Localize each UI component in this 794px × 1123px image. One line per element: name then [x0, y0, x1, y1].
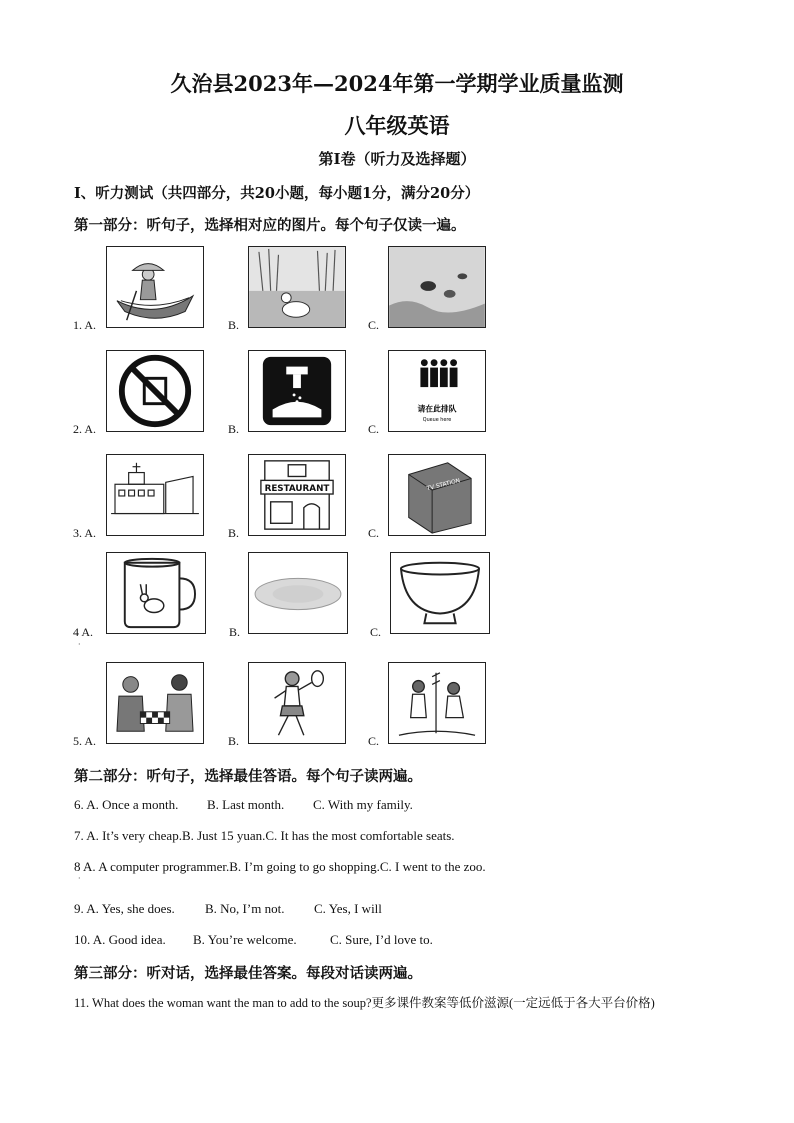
- q2-label: 2. A.: [73, 422, 97, 436]
- q4-dot: ·: [78, 640, 81, 649]
- part2-heading: 第二部分：听句子，选择最佳答语。每个句子读两遍。: [74, 768, 422, 785]
- part3-heading: 第三部分：听对话，选择最佳答案。每段对话读两遍。: [74, 965, 422, 982]
- q6-option-b: B. Last month.: [207, 797, 285, 812]
- q1-picture-c-fish[interactable]: [388, 246, 486, 328]
- page-subtitle: 八年级英语: [344, 113, 450, 138]
- q4-picture-c-bowl[interactable]: [390, 552, 490, 634]
- q5-picture-a-chess[interactable]: [106, 662, 204, 744]
- q1-picture-a-boat[interactable]: [106, 246, 204, 328]
- q5-label: 5. A.: [73, 734, 97, 748]
- q4-label-c: C.: [370, 625, 382, 639]
- q10-option-a: 10. A. Good idea.: [74, 932, 166, 947]
- page-title: 久治县2023年—2024年第一学期学业质量监测: [170, 71, 624, 96]
- q10-option-c: C. Sure, I’d love to.: [330, 932, 433, 947]
- q1-label-c: C.: [368, 318, 380, 332]
- q10-option-b: B. You’re welcome.: [193, 932, 297, 947]
- part1-heading: 第一部分：听句子，选择相对应的图片。每个句子仅读一遍。: [74, 217, 466, 234]
- queue-sign-cn: 请在此排队: [417, 404, 457, 414]
- queue-sign-en: Queue here: [422, 417, 452, 424]
- q4-picture-b-plate[interactable]: [248, 552, 348, 634]
- q5-picture-c-planting-tree[interactable]: [388, 662, 486, 744]
- q3-picture-a-hospital[interactable]: [106, 454, 204, 536]
- q3-label-b: B.: [228, 526, 240, 540]
- q2-label-b: B.: [228, 422, 240, 436]
- q9-option-a: 9. A. Yes, she does.: [74, 901, 175, 916]
- section-listening-heading: Ⅰ、听力测试（共四部分，共20小题，每小题1分，满分20分）: [74, 185, 480, 202]
- q2-picture-c-queue-sign[interactable]: [388, 350, 486, 432]
- q5-label-b: B.: [228, 734, 240, 748]
- q7-line: 7. A. It’s very cheap.B. Just 15 yuan.C. It has the most comfortable seats.: [74, 828, 455, 843]
- volume-title: 第Ⅰ卷（听力及选择题）: [318, 150, 476, 168]
- q1-picture-b-duck[interactable]: [248, 246, 346, 328]
- q2-picture-b-wash-hands-sign[interactable]: [248, 350, 346, 432]
- q3-picture-c-tv-station[interactable]: [388, 454, 486, 536]
- q5-label-c: C.: [368, 734, 380, 748]
- q8-dot: ·: [78, 874, 81, 883]
- q8-line: 8 A. A computer programmer.B. I’m going to go shopping.C. I went to the zoo.: [74, 859, 486, 874]
- q4-picture-a-mug[interactable]: [106, 552, 206, 634]
- q9-option-c: C. Yes, I will: [314, 901, 382, 916]
- restaurant-sign-text: RESTAURANT: [264, 484, 330, 495]
- q1-label-b: B.: [228, 318, 240, 332]
- q4-label: 4 A.: [73, 625, 94, 639]
- q6-option-a: 6. A. Once a month.: [74, 797, 179, 812]
- q11-line: 11. What does the woman want the man to add to the soup?更多课件教案等低价滋源(一定远低于各大平台价格): [74, 996, 655, 1010]
- q3-label-c: C.: [368, 526, 380, 540]
- q2-picture-a-no-littering-sign[interactable]: [106, 350, 204, 432]
- q3-label: 3. A.: [73, 526, 97, 540]
- q5-picture-b-girl-badminton[interactable]: [248, 662, 346, 744]
- q3-picture-b-restaurant[interactable]: [248, 454, 346, 536]
- q6-option-c: C. With my family.: [313, 797, 413, 812]
- q4-label-b: B.: [229, 625, 241, 639]
- tv-station-sign-text: TV STATION: [426, 478, 461, 493]
- q1-label: 1. A.: [73, 318, 97, 332]
- q9-option-b: B. No, I’m not.: [205, 901, 285, 916]
- q2-label-c: C.: [368, 422, 380, 436]
